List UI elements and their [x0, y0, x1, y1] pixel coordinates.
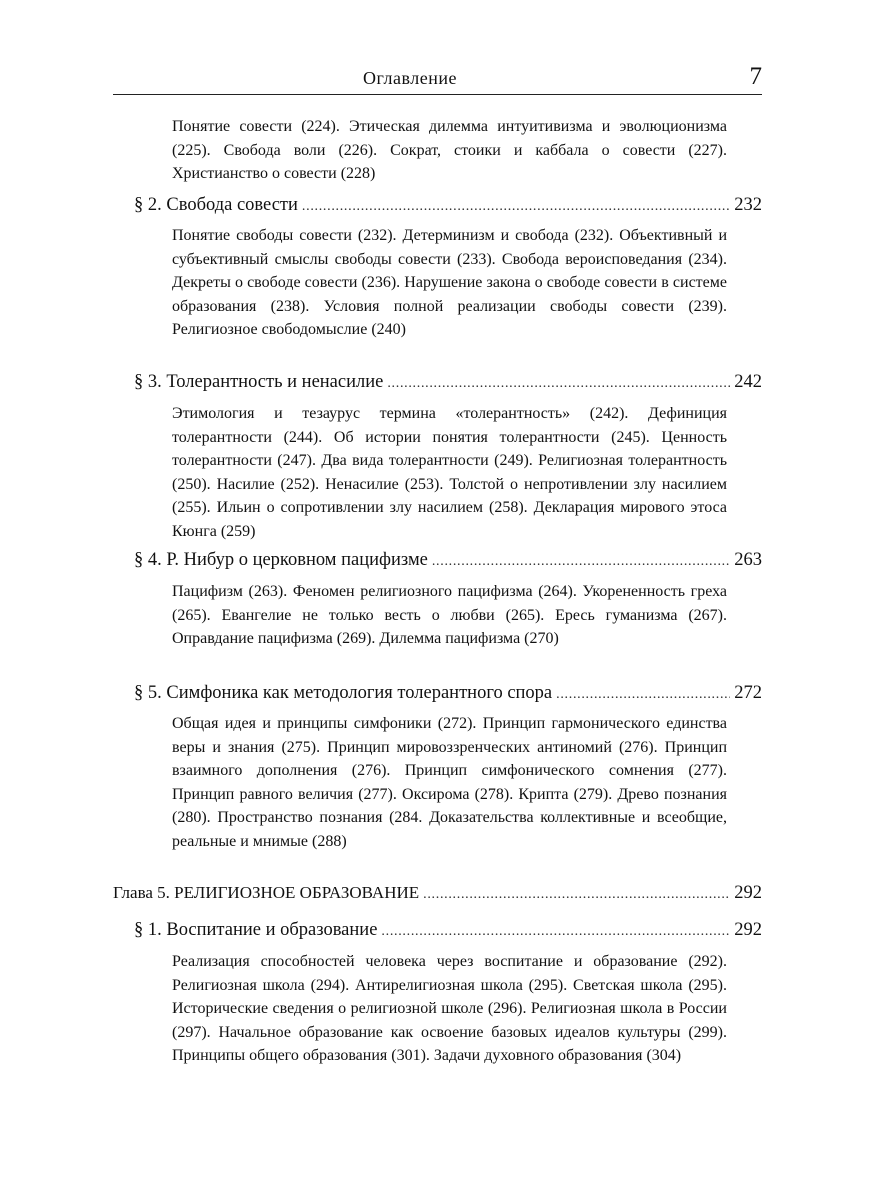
- toc-description-block: Понятие свободы совести (232). Детерминизм и свобода (232). Объективный и субъективный смыслы свободы совести (233). Свобода вероисповедания (234). Декреты о свободе совести (236). Нарушение закона о свободе совести в системе образования (238). Условия полной реализации свободы совести (239). Религиозное свободомыслие (240): [172, 227, 727, 338]
- toc-entry-page: 263: [734, 550, 762, 570]
- leader-dots: [381, 924, 730, 940]
- running-header: [113, 62, 762, 95]
- leader-dots: [432, 554, 730, 570]
- toc-entry-section[interactable]: [134, 372, 762, 396]
- toc-entry-label: § 4. Р. Нибур о церковном пацифизме: [134, 550, 428, 570]
- toc-entry-section[interactable]: [134, 920, 762, 944]
- toc-entry-label: § 1. Воспитание и образование: [134, 920, 378, 940]
- toc-description-block: Общая идея и принципы симфоники (272). Принцип гармонического единства веры и знания (275). Принцип мировоззренческих антиномий (276). Принцип взаимного дополнения (276). Принцип симфонического сомнения (277). Принцип равного величия (277). Оксирома (278). Крипта (279). Древо познания (280). Пространство познания (284. Доказательства коллективные и всеобщие, реальные и мнимые (288): [172, 715, 727, 850]
- toc-entry-section[interactable]: [134, 550, 762, 574]
- toc-entry-label: § 3. Толерантность и ненасилие: [134, 372, 384, 392]
- toc-entry-page: 272: [734, 683, 762, 703]
- leader-dots: [302, 199, 730, 215]
- page-number: 7: [749, 63, 762, 90]
- leader-dots: [387, 376, 730, 392]
- running-title: Оглавление: [363, 68, 457, 88]
- toc-description-block: Реализация способностей человека через воспитание и образование (292). Религиозная школа (294). Антирелигиозная школа (295). Светская школа (295). Исторические сведения о религиозной школе (296). Религиозная школа в России (297). Начальное образование как освоение базовых идеалов культуры (299). Принципы общего образования (301). Задачи духовного образования (304): [172, 953, 727, 1064]
- toc-description-block: Этимология и тезаурус термина «толерантность» (242). Дефиниция толерантности (244). Об истории понятия толерантности (245). Ценность толерантности (247). Два вида толерантности (249). Религиозная толерантность (250). Насилие (252). Ненасилие (253). Толстой о непротивлении злу насилием (255). Ильин о сопротивлении злу насилием (258). Декларация мирового этоса Кюнга (259): [172, 405, 727, 540]
- leader-dots: [423, 887, 730, 903]
- toc-entry-section[interactable]: [134, 683, 762, 707]
- toc-entry-page: 242: [734, 372, 762, 392]
- toc-entry-chapter[interactable]: [113, 883, 762, 907]
- leader-dots: [556, 687, 730, 703]
- toc-entry-section[interactable]: [134, 195, 762, 219]
- toc-entry-label: § 5. Симфоника как методология толерантного спора: [134, 683, 553, 703]
- toc-entry-label: § 2. Свобода совести: [134, 195, 298, 215]
- toc-description-block: Понятие совести (224). Этическая дилемма интуитивизма и эволюционизма (225). Свобода воли (226). Сократ, стоики и каббала о совести (227). Христианство о совести (228): [172, 118, 727, 182]
- toc-entry-page: 292: [734, 883, 762, 903]
- toc-entry-label: Глава 5. РЕЛИГИОЗНОЕ ОБРАЗОВАНИЕ: [113, 883, 420, 902]
- toc-entry-page: 292: [734, 920, 762, 940]
- toc-description-block: Пацифизм (263). Феномен религиозного пацифизма (264). Укорененность греха (265). Евангелие не только весть о любви (265). Ересь гуманизма (267). Оправдание пацифизма (269). Дилемма пацифизма (270): [172, 583, 727, 647]
- toc-entry-page: 232: [734, 195, 762, 215]
